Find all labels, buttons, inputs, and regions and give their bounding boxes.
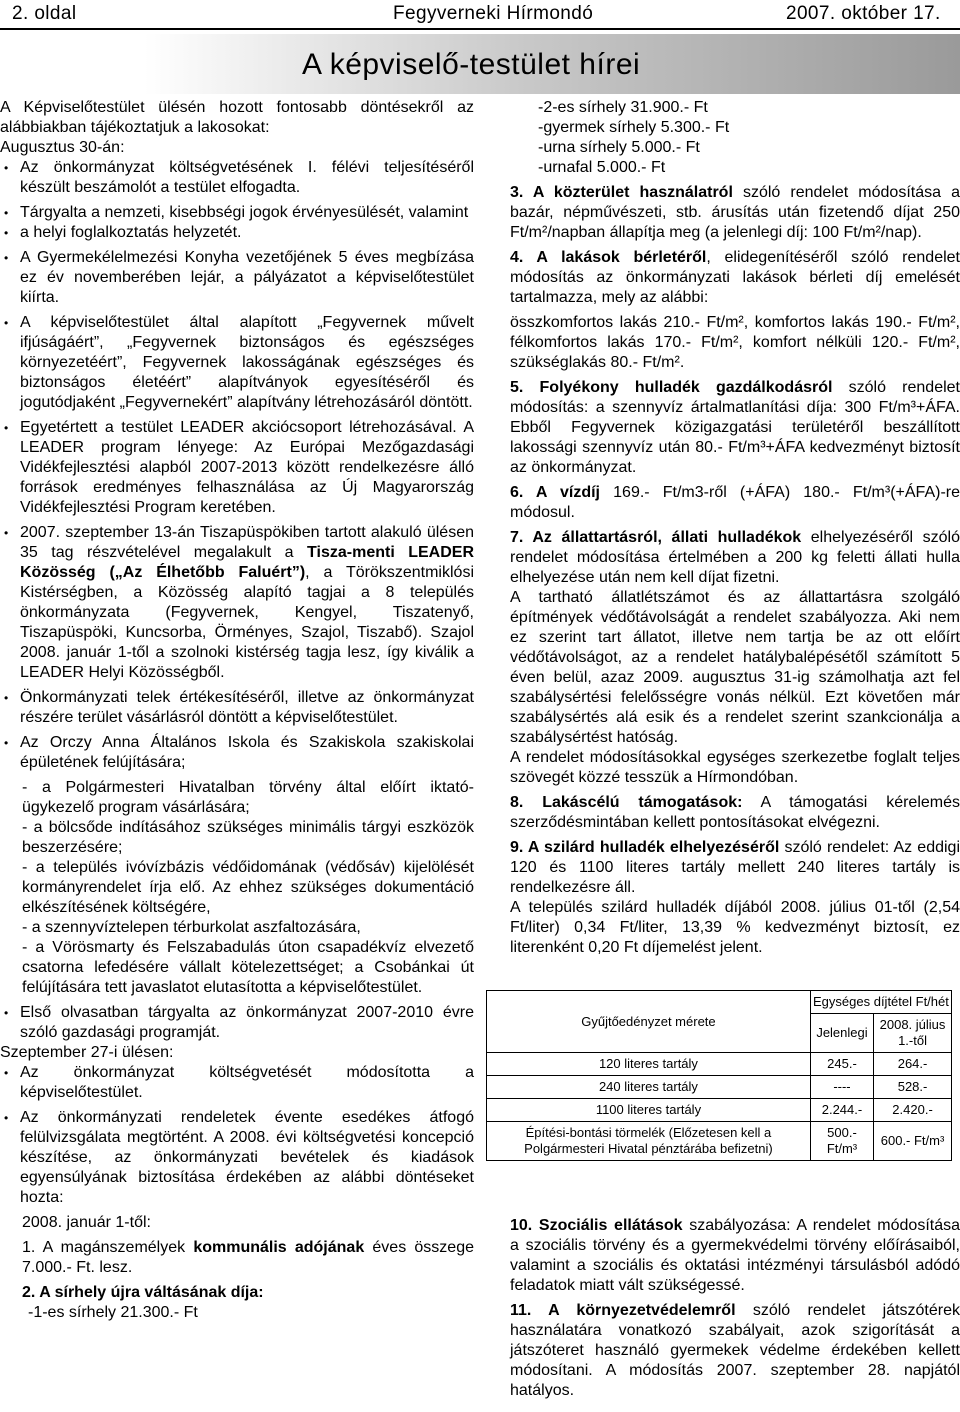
numbered-item: 7. Az állattartásról, állati hulladékok elhelyezéséről szóló rendelet módosítása értelmében a 200 kg feletti állati hulla elhelyezése után nem kell díjat fizetni. bbox=[510, 529, 960, 586]
sub-item: - a bölcsőde indításához szükséges minimális tárgyi eszközök beszerzésére; bbox=[22, 819, 474, 856]
list-item: • Az Orczy Anna Általános Iskola és Szakiskola szakiskolai épületének felújítására; bbox=[0, 733, 474, 773]
numbered-item: 6. A vízdíj 169.- Ft/m3-ről (+ÁFA) 180.- Ft/m³(+ÁFA)-re módosul. bbox=[510, 484, 960, 521]
intro-text: A Képviselőtestület ülésén hozott fontosabb döntésekről az alábbiakban tájékoztatjuk a lakosokat: bbox=[0, 99, 474, 136]
page-header bbox=[0, 0, 960, 30]
header-divider bbox=[0, 28, 960, 30]
right-column-bottom bbox=[510, 1216, 960, 1401]
right-column bbox=[510, 98, 960, 958]
numbered-item: 1. A magánszemélyek kommunális adójának éves összege 7.000.- Ft. lesz. bbox=[22, 1239, 474, 1276]
section-banner bbox=[0, 34, 960, 94]
numbered-item: 9. A szilárd hulladék elhelyezéséről szóló rendelet: Az eddigi 120 és 1100 literes tartály mellett 240 literes tartály is rendelkezésre áll. bbox=[510, 839, 960, 896]
paragraph: összkomfortos lakás 210.- Ft/m², komfortos lakás 190.- Ft/m², félkomfortos lakás 170.- Ft/m², komfort nélküli 120.- Ft/m², szükséglakás 80.- Ft/m². bbox=[510, 314, 960, 371]
list-item: • Egyetértett a testület LEADER akciócsoport létrehozásával. A LEADER program lényege: Az Európai Mezőgazdasági Vidékfejlesztési alapból 2007-2013 között rendelkezésre álló források eredményes felhasználása az Új Magyarország Vidékfejlesztési Program keretében. bbox=[0, 418, 474, 518]
newspaper-title: Fegyverneki Hírmondó bbox=[393, 3, 594, 24]
list-item: • 2007. szeptember 13-án Tiszapüspökiben tartott alakuló ülésen 35 tag részvételével megalakult a Tisza-menti LEADER Közösség („Az Élhetőbb Faluért”), a Törökszentmiklósi Kistérségben, a Közösség alapító tagjai a 8 település önkormányzata (Fegyvernek, Kengyel, Tiszatenyő, Tiszapüspöki, Kuncsorba, Örményes, Szajol, Tiszabő). Szajol 2008. január 1-től a szolnoki kistérség tagja lesz, így kiválik a LEADER Helyi Közösségből. bbox=[0, 523, 474, 683]
list-item: • Első olvasatban tárgyalta az önkormányzat 2007-2010 évre szóló gazdasági programját. bbox=[0, 1003, 474, 1043]
page-number: 2. oldal bbox=[12, 3, 77, 24]
issue-date: 2007. október 17. bbox=[786, 3, 941, 24]
list-item: • Az önkormányzat költségvetését módosította a képviselőtestület. bbox=[0, 1063, 474, 1103]
table-header: Gyűjtőedényzet mérete bbox=[487, 991, 811, 1053]
fee-line: -urna sírhely 5.000.- Ft bbox=[538, 139, 700, 156]
fee-line: -1-es sírhely 21.300.- Ft bbox=[28, 1304, 198, 1321]
september-heading: Szeptember 27-i ülésen: bbox=[0, 1044, 174, 1061]
numbered-item: 5. Folyékony hulladék gazdálkodásról szóló rendelet módosítás: a szennyvíz ártalmatlanítási díja: 300 Ft/m³+ÁFA. Ebből Fegyvernek közigazgatási területéről beszállított lakossági szennyvíz után 80.- Ft/m³+ÁFA kedvezményt biztosít az önkormányzat. bbox=[510, 379, 960, 476]
numbered-item: 10. Szociális ellátások szabályozása: A rendelet módosítása a szociális törvény és a gyermekvédelmi törvény előírásaiból, valamint a szociális és oktatási intézményi társulásból adódó feladatok miatt vált szükségessé. bbox=[510, 1217, 960, 1294]
left-column bbox=[0, 98, 474, 1323]
list-item: • Önkormányzati telek értékesítéséről, illetve az önkormányzat részére terület vásárlásról döntött a képviselőtestület. bbox=[0, 688, 474, 728]
table-header: 2008. július 1.-től bbox=[874, 1014, 952, 1053]
section-title: A képviselő-testület hírei bbox=[302, 48, 641, 81]
numbered-item: 4. A lakások bérletéről, elidegenítéséről szóló rendelet módosítás az önkormányzati lakások bérleti díj emelését tartalmazza, mely az alábbi: bbox=[510, 249, 960, 306]
table-header: Jelenlegi bbox=[810, 1014, 873, 1053]
paragraph: A rendelet módosításokkal egységes szerkezetbe foglalt teljes szövegét közzé tesszük a Hírmondóban. bbox=[510, 749, 960, 786]
sub-item: - a település ivóvízbázis védőidomának (védősáv) kijelölését kormányrendelet írja elő. Az ehhez szükséges dokumentáció elkészítésének költségére, bbox=[22, 859, 474, 916]
table-row: 1100 literes tartály 2.244.- 2.420.- bbox=[487, 1099, 952, 1122]
numbered-item: 3. A közterület használatról szóló rendelet módosítása a bazár, népművészeti, stb. árusítás után fizetendő díjat 250 Ft/m²/napban állapítja meg (a jelenlegi díj: 100 Ft/m²/nap). bbox=[510, 184, 960, 241]
numbered-item: 11. A környezetvédelemről szóló rendelet játszótérek használatára vonatkozó szabályait, azok szigorítását a játszóteret használó gyermekek védelme érdekében kellett módosítani. A módosítás 2007. szeptember 28. napjától hatályos. bbox=[510, 1302, 960, 1399]
paragraph: A település szilárd hulladék díjából 2008. július 01-től (2,54 Ft/liter) 0,34 Ft/liter, 13,39 % kedvezményt biztosít, ez literenként 0,20 Ft díjemelést jelent. bbox=[510, 899, 960, 956]
list-item: • Az önkormányzati rendeletek évente esedékes átfogó felülvizsgálata megtörtént. A 2008. évi költségvetési koncepció készítése, az önkormányzati bevételek és kiadások egyensúlyának biztosítása érdekében az alábbi döntéseket hozta: bbox=[0, 1108, 474, 1208]
paragraph: A tartható állatlétszámot és az állattartásra szolgáló építmények védőtávolságát a rendelet szabályozza. Aki nem ez szerint tart állatot, illetve nem tartja be az ott előírt védőtávolságot, az a rendelet hatálybalépésétől számított 5 éven belül, azaz 2009. augusztus 31-ig számolhatja azt fel szabálysértési felelősségre vonás nélkül. Ezt követően már szabálysértés alá esik és a rendelet szerint szankcionálja a szabálysértést hatóság. bbox=[510, 589, 960, 746]
list-item: • Az önkormányzat költségvetésének I. félévi teljesítéséről készült beszámolót a testület elfogadta. bbox=[0, 158, 474, 198]
date-line: 2008. január 1-től: bbox=[22, 1214, 151, 1231]
fee-line: -urnafal 5.000.- Ft bbox=[538, 159, 666, 176]
sub-item: - a Vörösmarty és Felszabadulás úton csapadékvíz elvezető csatorna lefedésére vállalt kötelezettséget; a Csobánkai út felújítására tett javaslatot elutasította a képviselőtestület. bbox=[22, 939, 474, 996]
numbered-item: 8. Lakáscélú támogatások: A támogatási kérelemés szerződésmintában kellett pontosításokat elvégezni. bbox=[510, 794, 960, 831]
list-item: • Tárgyalta a nemzeti, kisebbségi jogok érvényesülését, valamint bbox=[0, 203, 474, 223]
list-item: • a helyi foglalkoztatás helyzetét. bbox=[0, 223, 474, 243]
fee-line: -gyermek sírhely 5.300.- Ft bbox=[538, 119, 730, 136]
table-row: 120 literes tartály 245.- 264.- bbox=[487, 1053, 952, 1076]
numbered-item: 2. A sírhely újra váltásának díja: bbox=[22, 1284, 264, 1301]
table-row: 240 literes tartály ---- 528.- bbox=[487, 1076, 952, 1099]
fee-line: -2-es sírhely 31.900.- Ft bbox=[538, 99, 708, 116]
list-item: • A Gyermekélelmezési Konyha vezetőjének 5 éves megbízása ez év novemberében lejár, a pályázatot a képviselőtestület kiírta. bbox=[0, 248, 474, 308]
table-header: Egységes díjtétel Ft/hét bbox=[810, 991, 951, 1014]
table-row: Építési-bontási törmelék (Előzetesen kell a Polgármesteri Hivatal pénztárába befizetni) 500.- Ft/m³ 600.- Ft/m³ bbox=[487, 1122, 952, 1161]
list-item: • A képviselőtestület által alapított „Fegyvernek művelt ifjúságáért”, „Fegyvernek biztonságos és egészséges környezetéért”, Fegyvernek lakosságának egészséges és biztonságos életéért” alapítványok egyesítéséről és jogutódjaként „Fegyvernekért” alapítvány létrehozásáról döntött. bbox=[0, 313, 474, 413]
waste-fee-table bbox=[486, 990, 952, 1161]
august-heading: Augusztus 30-án: bbox=[0, 139, 125, 156]
sub-item: - a szennyvíztelepen térburkolat aszfaltozására, bbox=[22, 919, 361, 936]
sub-item: - a Polgármesteri Hivatalban törvény által előírt iktató-ügykezelő program vásárlására; bbox=[22, 779, 474, 816]
